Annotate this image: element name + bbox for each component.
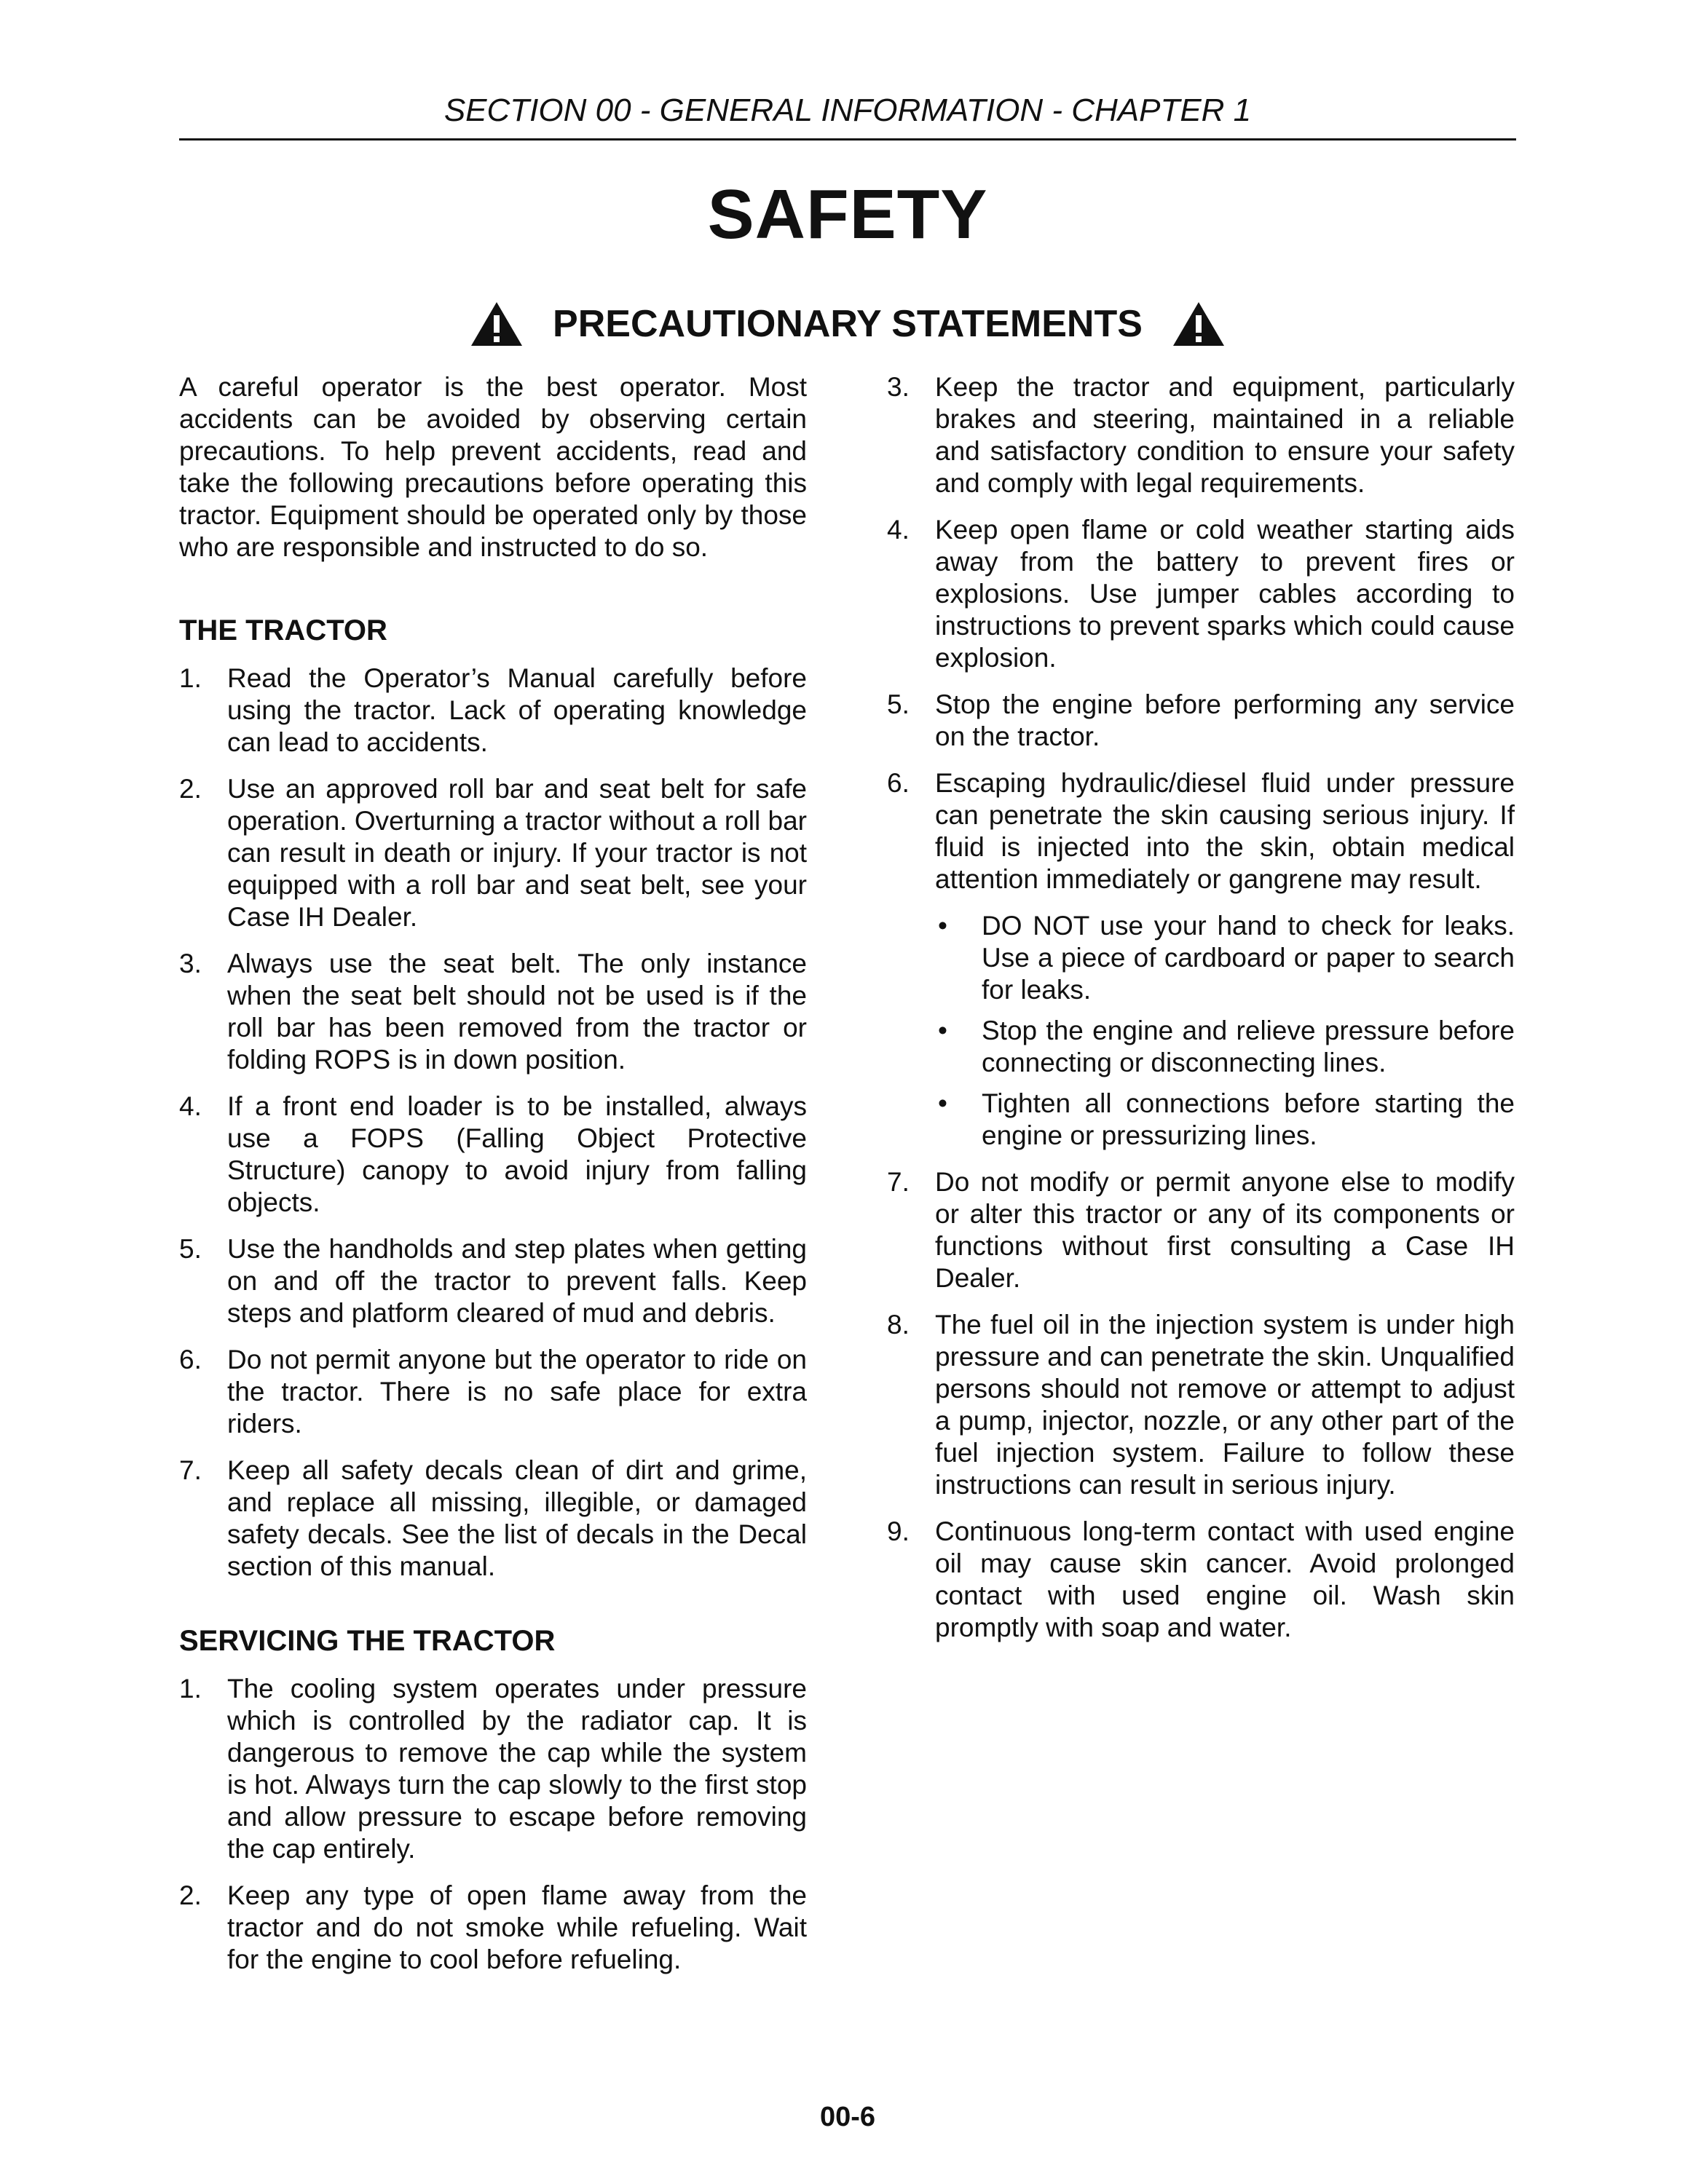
header-divider	[179, 138, 1516, 141]
list-item: 3. Always use the seat belt. The only instance when the seat belt should not be used is if the roll bar has been removed from the tractor or folding ROPS is in down position.	[179, 949, 807, 1075]
right-column	[887, 371, 1515, 1658]
servicing-heading: SERVICING THE TRACTOR	[179, 1625, 556, 1657]
page-number: 00-6	[819, 2102, 876, 2132]
list-item: 7. Keep all safety decals clean of dirt and grime, and replace all missing, illegible, or damaged safety decals. See the list of decals in the Decal section of this manual.	[179, 1455, 807, 1581]
page-title: SAFETY	[707, 175, 988, 253]
list-item: 4. Keep open flame or cold weather starting aids away from the battery to prevent fires or explosions. Use jumper cables according to instructions to prevent sparks which could cause explosion.	[887, 515, 1515, 673]
list-item: 6. Escaping hydraulic/diesel fluid under pressure can penetrate the skin causing serious injury. If fluid is injected into the skin, obtain medical attention immediately or gangrene may result. • DO NOT use your hand to check for leaks. Use a piece of cardboard or paper to search for leaks. • Stop the engine and relieve pressure before connecting or disconnecting lines. • Tighten all connections before starting the engine or pressurizing lines.	[887, 767, 1515, 1152]
list-item: 1. The cooling system operates under pressure which is controlled by the radiator cap. It is dangerous to remove the cap while the system is hot. Always turn the cap slowly to the first stop and allow pressure to escape before removing the cap entirely.	[179, 1674, 807, 1864]
bullet-item: • DO NOT use your hand to check for leaks. Use a piece of cardboard or paper to search for leaks.	[935, 910, 1515, 1006]
warning-triangle-icon	[470, 301, 524, 347]
fluid-bullet-list	[935, 910, 1515, 1152]
warning-triangle-icon	[1172, 301, 1226, 347]
list-item: 2. Keep any type of open flame away from the tractor and do not smoke while refueling. Wait for the engine to cool before refueling.	[179, 1880, 807, 1974]
list-item: 1. Read the Operator’s Manual carefully before using the tractor. Lack of operating knowledge can lead to accidents.	[179, 663, 807, 757]
list-item: 7. Do not modify or permit anyone else to modify or alter this tractor or any of its components or functions without first consulting a Case IH Dealer.	[887, 1167, 1515, 1293]
list-item: 5. Use the handholds and step plates when getting on and off the tractor to prevent falls. Keep steps and platform cleared of mud and debris.	[179, 1234, 807, 1328]
list-item: 9. Continuous long-term contact with used engine oil may cause skin cancer. Avoid prolonged contact with used engine oil. Wash skin promptly with soap and water.	[887, 1516, 1515, 1642]
list-item: 4. If a front end loader is to be installed, always use a FOPS (Falling Object Protective Structure) canopy to avoid injury from falling objects.	[179, 1091, 807, 1217]
list-item: 8. The fuel oil in the injection system is under high pressure and can penetrate the skin. Unqualified persons should not remove or attempt to adjust a pump, injector, nozzle, or any other part of the fuel injection system. Failure to follow these instructions can result in serious injury.	[887, 1310, 1515, 1500]
list-item: 6. Do not permit anyone but the operator to ride on the tractor. There is no safe place for extra riders.	[179, 1345, 807, 1439]
servicing-list-part1	[179, 1673, 807, 1976]
list-item: 2. Use an approved roll bar and seat belt for safe operation. Overturning a tractor without a roll bar can result in death or injury. If your tractor is not equipped with a roll bar and seat belt, see your Case IH Dealer.	[179, 774, 807, 932]
precautionary-heading	[179, 298, 1516, 349]
tractor-heading: THE TRACTOR	[179, 614, 387, 646]
bullet-item: • Tighten all connections before starting the engine or pressurizing lines.	[935, 1088, 1515, 1152]
intro-paragraph: A careful operator is the best operator. Most accidents can be avoided by observing certain precautions. To help prevent accidents, read and take the following precautions before operating this tractor. Equipment should be operated only by those who are responsible and instructed to do so.	[179, 372, 807, 562]
left-column	[179, 371, 807, 1990]
section-header: SECTION 00 - GENERAL INFORMATION - CHAPTER 1	[443, 92, 1252, 128]
servicing-list-part2	[887, 371, 1515, 1644]
list-item: 5. Stop the engine before performing any service on the tractor.	[887, 689, 1515, 751]
subtitle-text: PRECAUTIONARY STATEMENTS	[553, 303, 1143, 345]
tractor-list	[179, 662, 807, 1583]
bullet-item: • Stop the engine and relieve pressure before connecting or disconnecting lines.	[935, 1015, 1515, 1079]
list-item: 3. Keep the tractor and equipment, particularly brakes and steering, maintained in a reliable and satisfactory condition to ensure your safety and comply with legal requirements.	[887, 372, 1515, 498]
